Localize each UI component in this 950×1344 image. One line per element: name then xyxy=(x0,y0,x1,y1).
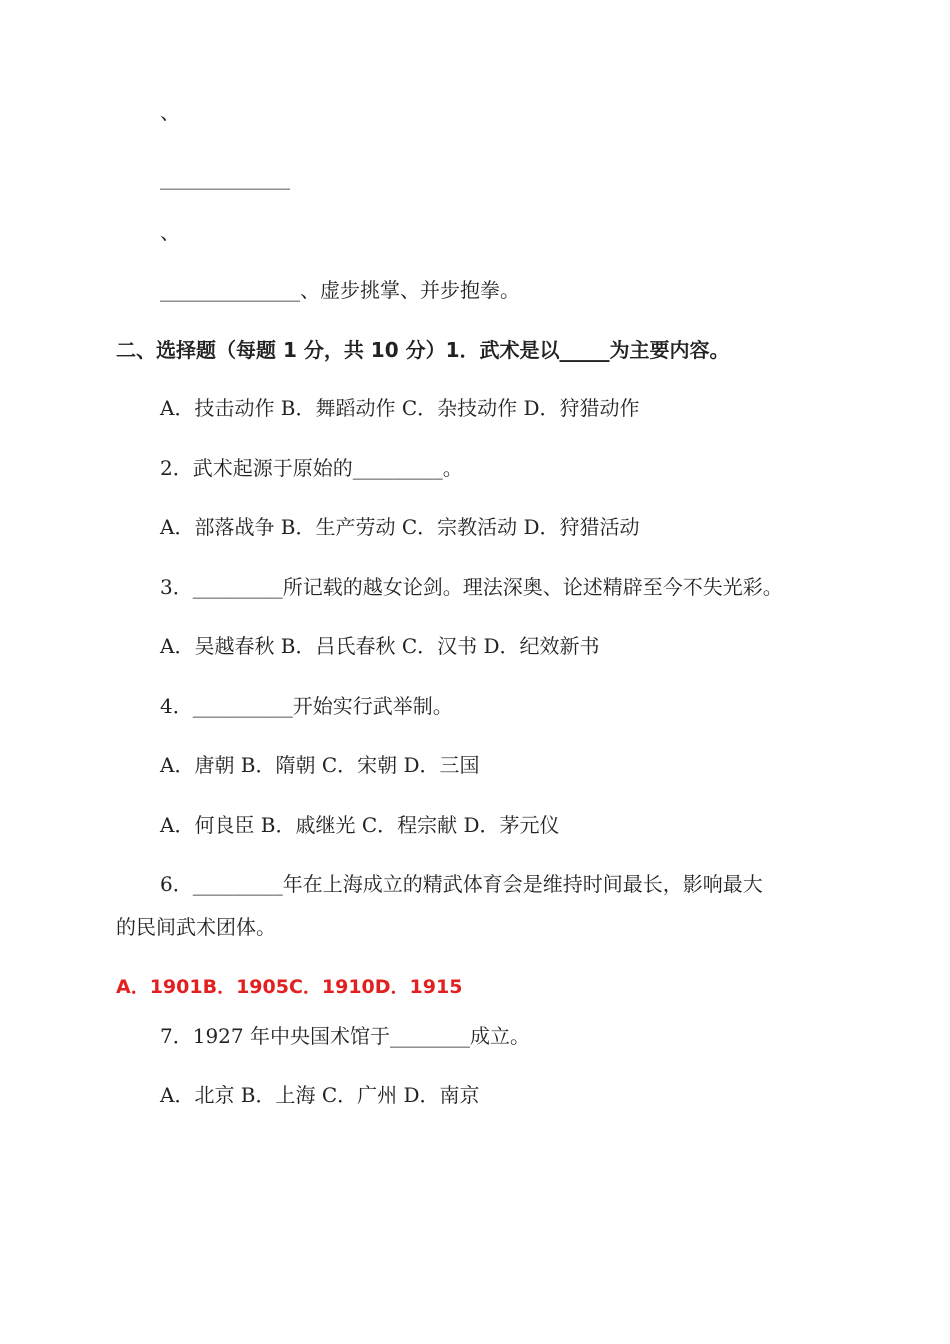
question: 3．_________所记载的越女论剑。理法深奥、论述精辟至今不失光彩。 xyxy=(160,575,783,599)
blank-line: _____________ xyxy=(160,166,290,190)
answer-options: A．部落战争 B．生产劳动 C．宗教活动 D．狩猎活动 xyxy=(160,515,640,539)
question: 2．武术起源于原始的_________。 xyxy=(160,456,463,480)
section-heading: 二、选择题（每题 1 分，共 10 分）1．武术是以_____为主要内容。 xyxy=(116,338,730,362)
answer-options: A．唐朝 B．隋朝 C．宋朝 D．三国 xyxy=(160,753,480,777)
answer-options: A．北京 B．上海 C．广州 D．南京 xyxy=(160,1083,480,1107)
question-continuation: 的民间武术团体。 xyxy=(116,915,276,939)
highlighted-answer-options: A．1901B．1905C．1910D．1915 xyxy=(116,976,463,998)
answer-options: A．何良臣 B．戚继光 C．程宗献 D．茅元仪 xyxy=(160,813,560,837)
question: 6．_________年在上海成立的精武体育会是维持时间最长，影响最大 xyxy=(160,872,763,896)
punctuation-line: 、 xyxy=(160,100,180,124)
answer-options: A．吴越春秋 B．吕氏春秋 C．汉书 D．纪效新书 xyxy=(160,634,600,658)
answer-options: A．技击动作 B．舞蹈动作 C．杂技动作 D．狩猎动作 xyxy=(160,396,640,420)
fill-in-line: ______________、虚步挑掌、并步抱拳。 xyxy=(160,278,520,302)
punctuation-line: 、 xyxy=(160,220,180,244)
question: 7．1927 年中央国术馆于________成立。 xyxy=(160,1024,530,1048)
question: 4．__________开始实行武举制。 xyxy=(160,694,453,718)
